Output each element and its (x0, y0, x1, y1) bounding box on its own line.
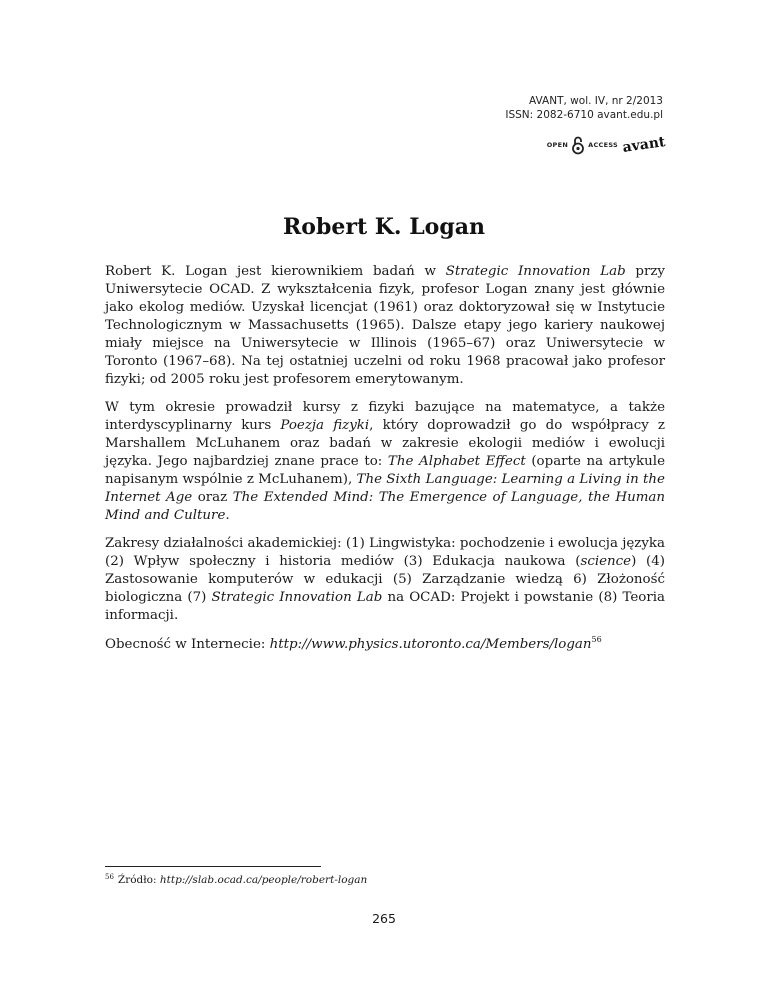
page-title: Robert K. Logan (283, 214, 485, 240)
open-access-badge (547, 135, 618, 155)
profile-link[interactable]: http://www.physics.utoronto.ca/Members/logan (269, 637, 592, 652)
access-label: ACCESS (588, 141, 618, 149)
journal-issn: ISSN: 2082-6710 avant.edu.pl (505, 109, 663, 121)
avant-logo (621, 128, 667, 162)
avant-logo-text: avant (621, 134, 667, 156)
journal-issue: AVANT, wol. IV, nr 2/2013 (529, 95, 663, 107)
journal-header (505, 94, 663, 122)
course-title: Poezja fizyki (280, 418, 370, 433)
footnote-label: Źródło: (117, 874, 160, 886)
article-body (105, 263, 665, 664)
header-logos (546, 128, 667, 162)
lab-name: Strategic Innovation Lab (445, 264, 626, 279)
paragraph-bio: Robert K. Logan jest kierownikiem badań w Strategic Innovation Lab przy Uniwersytecie OCAD. Z wykształcenia fizyk, profesor Logan znany jest głównie jako ekolog mediów. Uzyskał licencjat (1961) oraz doktoryzował się w Instytucie Technologicznym w Massachusetts (1965). Dalsze etapy jego kariery naukowej miały miejsce na Uniwersytecie w Illinois (1965–67) oraz Uniwersytecie w Toronto (1967–68). Na tej ostatniej uczelni od roku 1968 pracował jako profesor fizyki; od 2005 roku jest profesorem emerytowanym. (105, 264, 665, 387)
science-term: science (580, 554, 632, 569)
paragraph-research-areas: Zakresy działalności akademickiej: (1) Lingwistyka: pochodzenie i ewolucja języka (2) Wpływ społeczny i historia mediów (3) Edukacja naukowa (science) (4) Zastosowanie komputerów w edukacji (5) Zarządzanie wiedzą 6) Złożoność biologiczna (7) Strategic Innovation Lab na OCAD: Projekt i powstanie (8) Teoria informacji. (105, 536, 665, 623)
paragraph-web-presence: Obecność w Internecie: http://www.physics.utoronto.ca/Members/logan$^{56}$ (105, 635, 602, 652)
lab-name: Strategic Innovation Lab (211, 590, 383, 605)
book-title: The Sixth Language: Learning a Living in the Internet Age (105, 472, 665, 505)
open-label: OPEN (546, 141, 569, 149)
footnote-divider (105, 866, 321, 867)
page-number: 265 (372, 911, 396, 926)
book-title: The Extended Mind: The Emergence of Language, the Human Mind and Culture (105, 490, 665, 523)
footnote-number: 56 (105, 873, 114, 881)
footnote (105, 873, 367, 887)
footnote-link[interactable]: http://slab.ocad.ca/people/robert-logan (159, 874, 368, 886)
open-access-lock-icon (571, 135, 585, 155)
book-title: The Alphabet Effect (387, 454, 526, 469)
paragraph-works: W tym okresie prowadził kursy z fizyki bazujące na matematyce, a także interdyscyplinarny kurs Poezja fizyki, który doprowadził go do współpracy z Marshallem McLuhanem oraz badań w zakresie ekologii mediów i ewolucji języka. Jego najbardziej znane prace to: The Alphabet Effect (oparte na artykule napisanym wspólnie z McLuhanem), The Sixth Language: Learning a Living in the Internet Age oraz The Extended Mind: The Emergence of Language, the Human Mind and Culture. (105, 400, 665, 523)
footnote-ref[interactable]: 56 (591, 635, 602, 644)
